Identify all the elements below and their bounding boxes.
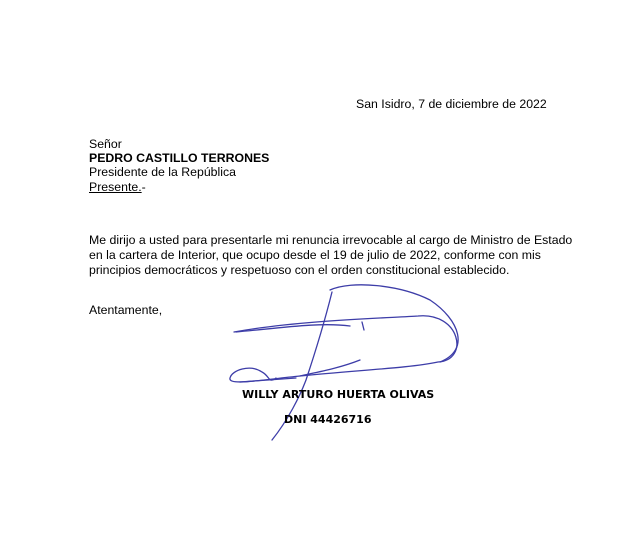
presente-text: Presente. (89, 180, 142, 194)
body-line: principios democráticos y respetuoso con el orden constitucional establecido. (89, 263, 510, 277)
presente-suffix: - (141, 180, 146, 194)
place-date: San Isidro, 7 de diciembre de 2022 (356, 97, 547, 111)
body-line: Me dirijo a usted para presentarle mi renuncia irrevocable al cargo de Ministro de Estado (89, 233, 573, 247)
signer-name: WILLY ARTURO HUERTA OLIVAS (242, 388, 435, 401)
salutation: Señor (89, 137, 122, 151)
recipient-name: PEDRO CASTILLO TERRONES (89, 151, 270, 165)
signer-id: DNI 44426716 (284, 413, 372, 426)
body-line: en la cartera de Interior, que ocupo desde el 19 de julio de 2022, conforme con mis (89, 248, 541, 262)
recipient-title: Presidente de la República (89, 165, 236, 179)
closing: Atentamente, (89, 303, 163, 317)
